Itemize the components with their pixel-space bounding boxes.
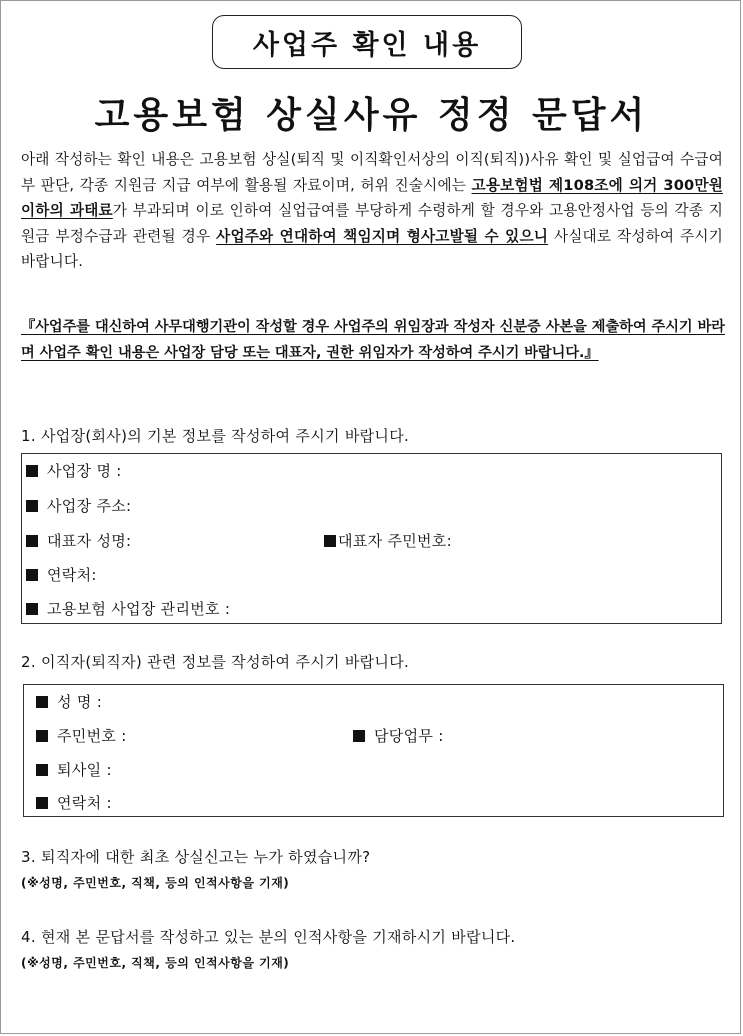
field-label: 연락처: bbox=[47, 566, 97, 584]
square-bullet-icon bbox=[36, 764, 48, 776]
field-business-contact[interactable] bbox=[26, 564, 97, 585]
square-bullet-icon bbox=[36, 730, 48, 742]
notice-paragraph: 『사업주를 대신하여 사무대행기관이 작성할 경우 사업주의 위임장과 작성자 신분증 사본을 제출하여 주시기 바라며 사업주 확인 내용은 사업장 담당 또는 대표자, 권한 위임자가 작성하여 주시기 바랍니다.』 bbox=[21, 319, 725, 361]
square-bullet-icon bbox=[26, 465, 38, 477]
field-representative-id[interactable] bbox=[324, 530, 452, 551]
field-employee-contact[interactable] bbox=[36, 792, 112, 813]
intro-bold-penalty: 고용보험법 제108조에 의거 300만원 이하의 과태료 bbox=[21, 176, 723, 219]
intro-bold-liability: 사업주와 연대하여 책임지며 형사고발될 수 있으니 bbox=[216, 227, 549, 245]
question-1: 1. 사업장(회사)의 기본 정보를 작성하여 주시기 바랍니다. bbox=[21, 427, 410, 445]
header-badge: 사업주 확인 내용 bbox=[212, 15, 522, 69]
intro-text-1: 아래 작성하는 확인 내용은 고용보험 상실(퇴직 및 이직확인서상의 이직(퇴직))사유 확인 및 실업급여 수급여부 판단, 각종 지원금 지급 여부에 활용될 자료이며, 허위 진술시에는 bbox=[21, 151, 723, 194]
field-label: 담당업무 : bbox=[374, 727, 444, 745]
square-bullet-icon bbox=[324, 535, 336, 547]
field-label: 퇴사일 : bbox=[57, 761, 112, 779]
square-bullet-icon bbox=[36, 797, 48, 809]
square-bullet-icon bbox=[26, 500, 38, 512]
field-label: 사업장 명 : bbox=[47, 462, 122, 480]
square-bullet-icon bbox=[36, 696, 48, 708]
field-representative-name[interactable] bbox=[26, 530, 131, 551]
field-label: 주민번호 : bbox=[57, 727, 127, 745]
document-title: 고용보험 상실사유 정정 문답서 bbox=[94, 94, 649, 136]
intro-paragraph bbox=[21, 147, 723, 275]
field-business-name[interactable] bbox=[26, 460, 122, 481]
question-3-note: (※성명, 주민번호, 직책, 등의 인적사항을 기재) bbox=[21, 876, 290, 890]
field-employee-duty[interactable] bbox=[353, 725, 444, 746]
business-info-box bbox=[21, 453, 722, 624]
question-3: 3. 퇴직자에 대한 최초 상실신고는 누가 하였습니까? bbox=[21, 848, 371, 866]
intro-text-2: 가 부과되며 이로 인하여 실업급여를 부당하게 수령하게 할 경우와 고용안정사업 등의 각종 지원금 부정수급과 관련될 경우 bbox=[21, 202, 723, 245]
square-bullet-icon bbox=[353, 730, 365, 742]
question-2: 2. 이직자(퇴직자) 관련 정보를 작성하여 주시기 바랍니다. bbox=[21, 653, 410, 671]
question-4-note: (※성명, 주민번호, 직책, 등의 인적사항을 기재) bbox=[21, 956, 290, 970]
field-label: 사업장 주소: bbox=[47, 497, 132, 515]
employee-info-box bbox=[23, 684, 724, 817]
field-employee-id[interactable] bbox=[36, 725, 127, 746]
field-label: 성 명 : bbox=[57, 693, 103, 711]
field-business-address[interactable] bbox=[26, 495, 131, 516]
field-label: 대표자 성명: bbox=[47, 532, 132, 550]
square-bullet-icon bbox=[26, 569, 38, 581]
field-label: 연락처 : bbox=[57, 794, 112, 812]
square-bullet-icon bbox=[26, 603, 38, 615]
intro-text-3: 사실대로 작성하여 주시기 바랍니다. bbox=[21, 227, 724, 270]
field-leave-date[interactable] bbox=[36, 759, 112, 780]
square-bullet-icon bbox=[26, 535, 38, 547]
question-4: 4. 현재 본 문답서를 작성하고 있는 분의 인적사항을 기재하시기 바랍니다. bbox=[21, 928, 516, 946]
field-label: 대표자 주민번호: bbox=[338, 532, 452, 550]
field-employee-name[interactable] bbox=[36, 691, 102, 712]
field-label: 고용보험 사업장 관리번호 : bbox=[47, 600, 231, 618]
field-management-number[interactable] bbox=[26, 598, 230, 619]
